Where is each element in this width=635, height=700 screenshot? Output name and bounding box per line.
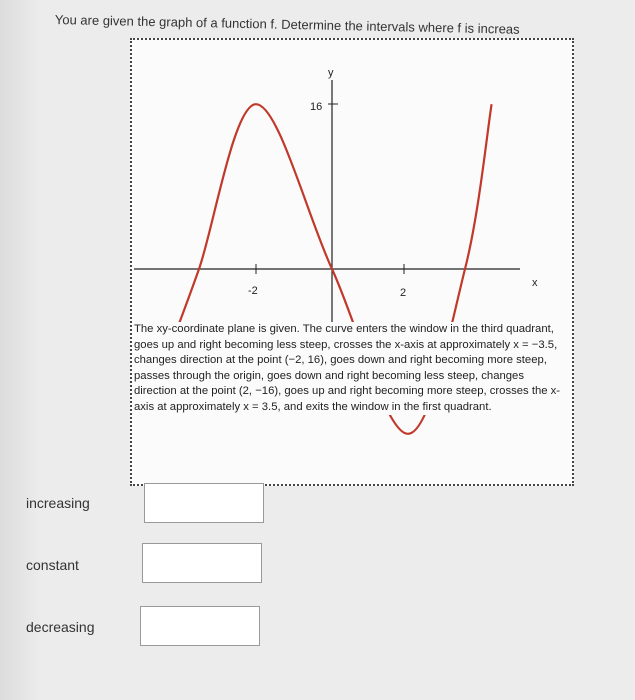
- question-text: You are given the graph of a function f. Determine the intervals where f is increas: [54, 12, 520, 37]
- x-tick-neg-label: -2: [248, 285, 258, 297]
- graph-svg: [132, 40, 572, 484]
- constant-input[interactable]: [142, 543, 262, 583]
- graph-figure: [130, 38, 574, 486]
- page-shadow: [0, 0, 40, 700]
- x-tick-pos-label: 2: [400, 287, 407, 299]
- graph-caption: The xy-coordinate plane is given. The curve enters the window in the third quadrant, goes up and right becoming less steep, crosses the x-axis at approximately x = −3.5, changes direction at the point (−2, 16), goes down and right becoming more steep, passes through the origin, goes down and right becoming less steep, changes direction at the point (2, −16), goes up and right becoming more steep, crosses the x-axis at approximately x = 3.5, and exits the window in the first quadrant.: [134, 322, 562, 415]
- increasing-label: increasing: [26, 495, 90, 511]
- x-axis-label: x: [532, 277, 538, 289]
- y-tick-label: 16: [310, 101, 323, 113]
- increasing-input[interactable]: [144, 483, 264, 523]
- decreasing-input[interactable]: [140, 606, 260, 646]
- decreasing-label: decreasing: [26, 619, 95, 635]
- y-axis-label: y: [328, 67, 334, 79]
- constant-label: constant: [26, 557, 79, 573]
